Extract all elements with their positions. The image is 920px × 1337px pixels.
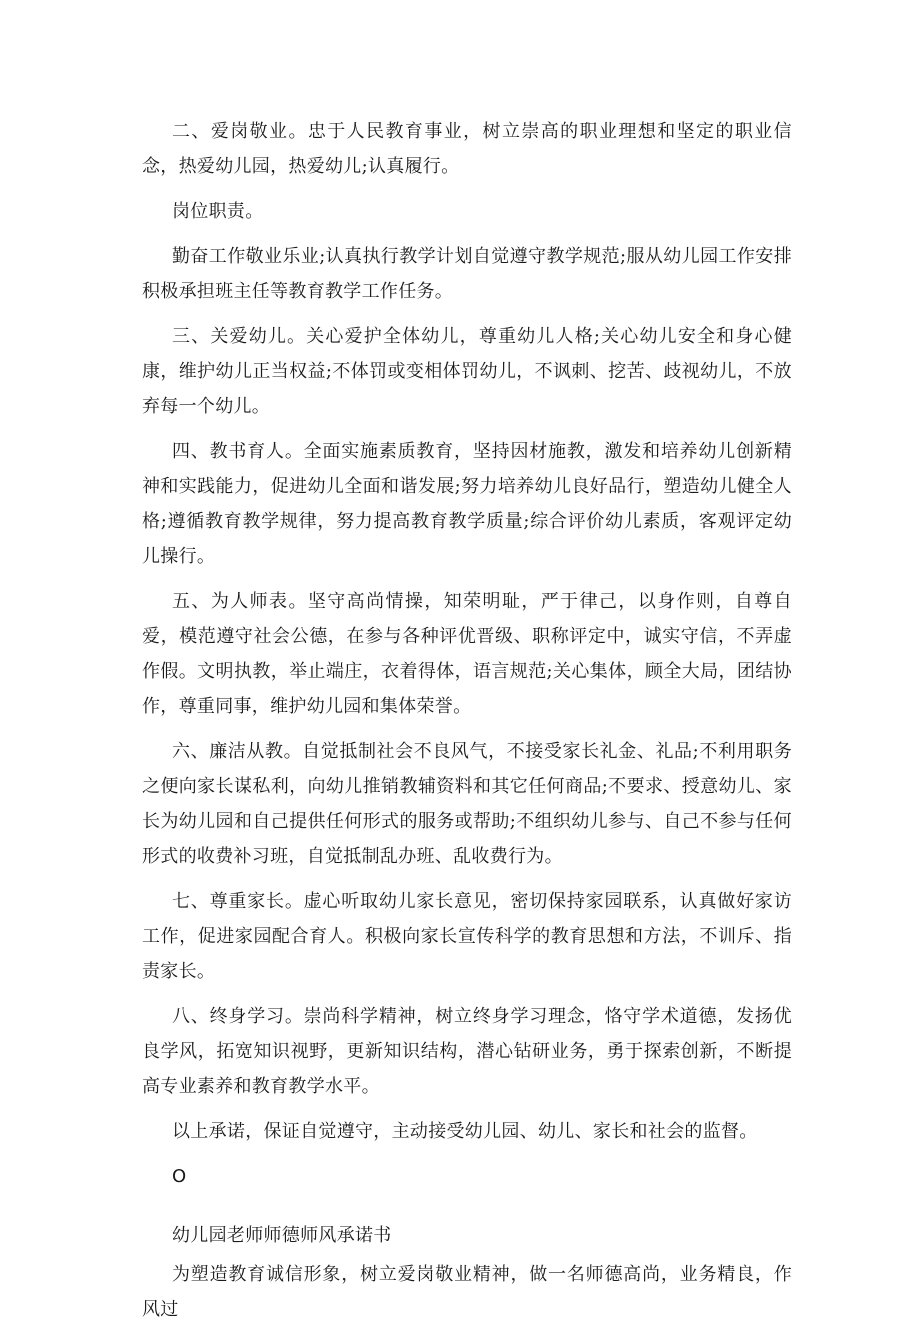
paragraph-respect-parents: 七、尊重家长。虚心听取幼儿家长意见，密切保持家园联系，认真做好家访工作，促进家园配合育人。积极向家长宣传科学的教育思想和方法，不训斥、指责家长。 xyxy=(142,891,792,982)
document-body xyxy=(142,114,792,1337)
paragraph-conclusion: 以上承诺，保证自觉遵守，主动接受幼儿园、幼儿、家长和社会的监督。 xyxy=(172,1121,758,1142)
paragraph-intro: 为塑造教育诚信形象，树立爱岗敬业精神，做一名师德高尚，业务精良，作风过 xyxy=(142,1264,792,1320)
paragraph-care: 三、关爱幼儿。关心爱护全体幼儿，尊重幼儿人格;关心幼儿安全和身心健康，维护幼儿正当权益;不体罚或变相体罚幼儿，不讽刺、挖苦、歧视幼儿，不放弃每一个幼儿。 xyxy=(142,326,792,417)
paragraph-dedication: 二、爱岗敬业。忠于人民教育事业，树立崇高的职业理想和坚定的职业信念，热爱幼儿园，热爱幼儿;认真履行。 xyxy=(142,121,792,177)
paragraph-role-model: 五、为人师表。坚守高尚情操，知荣明耻，严于律己，以身作则，自尊自爱，模范遵守社会公德，在参与各种评优晋级、职称评定中，诚实守信，不弄虚作假。文明执教，举止端庄，衣着得体，语言规范;关心集体，顾全大局，团结协作，尊重同事，维护幼儿园和集体荣誉。 xyxy=(142,591,792,717)
paragraph-lifelong-learning: 八、终身学习。崇尚科学精神，树立终身学习理念，恪守学术道德，发扬优良学风，拓宽知识视野，更新知识结构，潜心钻研业务，勇于探索创新，不断提高专业素养和教育教学水平。 xyxy=(142,1006,792,1097)
paragraph-integrity: 六、廉洁从教。自觉抵制社会不良风气，不接受家长礼金、礼品;不利用职务之便向家长谋私利，向幼儿推销教辅资料和其它任何商品;不要求、授意幼儿、家长为幼儿园和自己提供任何形式的服务或帮助;不组织幼儿参与、自己不参与任何形式的收费补习班，自觉抵制乱办班、乱收费行为。 xyxy=(142,741,792,867)
paragraph-work: 勤奋工作敬业乐业;认真执行教学计划自觉遵守教学规范;服从幼儿园工作安排积极承担班主任等教育教学工作任务。 xyxy=(142,246,792,302)
circle-mark: O xyxy=(172,1166,187,1187)
document-title: 幼儿园老师师德师风承诺书 xyxy=(172,1225,392,1246)
paragraph-teaching: 四、教书育人。全面实施素质教育，坚持因材施教，激发和培养幼儿创新精神和实践能力，促进幼儿全面和谐发展;努力培养幼儿良好品行，塑造幼儿健全人格;遵循教育教学规律，努力提高教育教学质量;综合评价幼儿素质，客观评定幼儿操行。 xyxy=(142,441,792,567)
paragraph-duties-heading: 岗位职责。 xyxy=(172,201,264,222)
